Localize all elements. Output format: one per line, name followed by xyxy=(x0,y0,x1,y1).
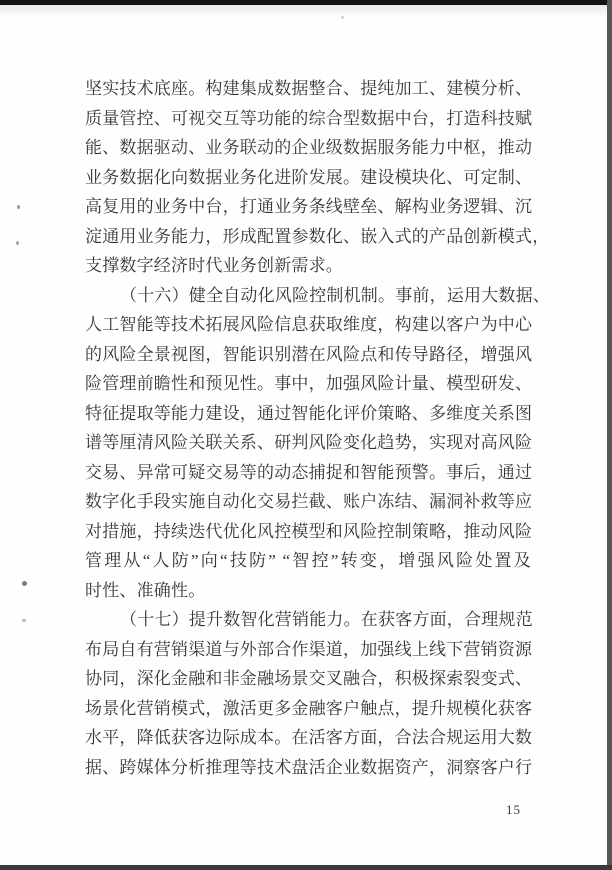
text-line: 协同，深化金融和非金融场景交叉融合，积极探索裂变式、 xyxy=(85,669,533,688)
text-line: 坚实技术底座。构建集成数据整合、提纯加工、建模分析、 xyxy=(85,79,533,98)
scan-edge-top-shadow xyxy=(0,5,612,17)
scan-speck xyxy=(22,581,27,586)
text-line: 人工智能等技术拓展风险信息获取维度，构建以客户为中心 xyxy=(85,315,533,334)
text-line: 据、跨媒体分析推理等技术盘活企业数据资产，洞察客户行 xyxy=(85,757,533,777)
text-line: 能、数据驱动、业务联动的企业级数据服务能力中枢，推动 xyxy=(85,138,533,157)
text-line: 淀通用业务能力，形成配置参数化、嵌入式的产品创新模式， xyxy=(85,226,550,246)
text-line: 时性、准确性。 xyxy=(85,580,206,600)
text-line: 数字化手段实施自动化交易拦截、账户冻结、漏洞补救等应 xyxy=(85,492,533,511)
text-line: 高复用的业务中台，打通业务条线壁垒、解构业务逻辑、沉 xyxy=(85,197,533,216)
scan-edge-bottom xyxy=(0,865,612,870)
scan-speck xyxy=(341,16,344,19)
text-line: 支撑数字经济时代业务创新需求。 xyxy=(85,256,343,275)
text-line: 场景化营销模式，激活更多金融客户触点，提升规模化获客 xyxy=(85,698,533,718)
text-line: 的风险全景视图，智能识别潜在风险点和传导路径，增强风 xyxy=(85,344,533,364)
text-line: 对措施，持续迭代优化风控模型和风险控制策略，推动风险 xyxy=(85,521,533,541)
text-line: 谱等厘清风险关联关系、研判风险变化趋势，实现对高风险 xyxy=(85,433,533,452)
scan-speck xyxy=(16,241,19,245)
section-16-heading-line: （十六）健全自动化风险控制机制。事前，运用大数据、 xyxy=(120,285,550,305)
page-number: 15 xyxy=(506,802,521,817)
scan-edge-right xyxy=(607,0,612,870)
text-line: 布局自有营销渠道与外部合作渠道，加强线上线下营销资源 xyxy=(85,639,533,659)
text-line: 管理从“人防”向“技防” “智控”转变，增强风险处置及 xyxy=(85,551,531,570)
text-line: 险管理前瞻性和预见性。事中，加强风险计量、模型研发、 xyxy=(85,374,533,393)
text-line: 特征提取等能力建设，通过智能化评价策略、多维度关系图 xyxy=(85,403,533,423)
scan-speck xyxy=(17,205,20,209)
text-line: 交易、异常可疑交易等的动态捕捉和智能预警。事后，通过 xyxy=(85,462,533,482)
text-line: 质量管控、可视交互等功能的综合型数据中台，打造科技赋 xyxy=(85,108,533,128)
text-line: 业务数据化向数据业务化进阶发展。建设模块化、可定制、 xyxy=(85,167,533,187)
document-body xyxy=(85,74,550,782)
scan-speck xyxy=(22,619,26,622)
section-17-heading-line: （十七）提升数智化营销能力。在获客方面，合理规范 xyxy=(120,610,533,629)
text-line: 水平，降低获客边际成本。在活客方面，合法合规运用大数 xyxy=(85,728,533,747)
